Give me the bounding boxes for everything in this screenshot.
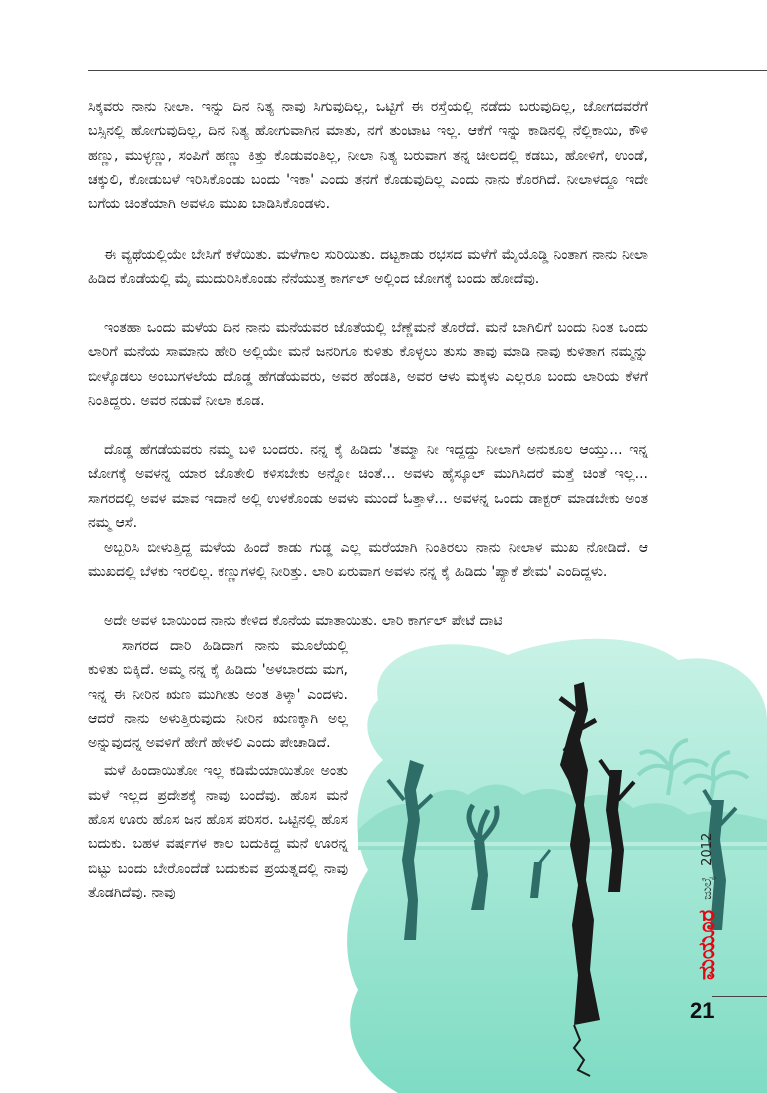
- magazine-footer: [692, 810, 722, 980]
- issue-year: 2012: [699, 832, 715, 866]
- page-number: 21: [690, 998, 715, 1023]
- paragraph-5: ಅಬ್ಬರಿಸಿ ಬೀಳುತ್ತಿದ್ದ ಮಳೆಯ ಹಿಂದೆ ಕಾಡು ಗುಡ್ಡ ಎಲ್ಲ ಮರೆಯಾಗಿ ನಿಂತಿರಲು ನಾನು ನೀಲಾಳ ಮುಖ ನೋಡಿದೆ. ಆ ಮುಖದಲ್ಲಿ ಬೆಳಕು ಇರಲಿಲ್ಲ. ಕಣ್ಣುಗಳಲ್ಲಿ ನೀರಿತ್ತು. ಲಾರಿ ಏರುವಾಗ ಅವಳು ನನ್ನ ಕೈ ಹಿಡಿದು 'ಪ್ಯಾಕೆ ಶೇಮ' ಎಂದಿದ್ದಳು.: [88, 540, 648, 581]
- paragraph-2: ಈ ವ್ಯಥೆಯಲ್ಲಿಯೇ ಬೇಸಿಗೆ ಕಳೆಯಿತು. ಮಳೆಗಾಲ ಸುರಿಯಿತು. ದಟ್ಟಕಾಡು ರಭಸದ ಮಳೆಗೆ ಮೈಯೊಡ್ಡಿ ನಿಂತಾಗ ನಾನು ನೀಲಾ ಹಿಡಿದ ಕೊಡೆಯಲ್ಲಿ ಮೈ ಮುದುರಿಸಿಕೊಂಡು ನೆನೆಯುತ್ತ ಕಾರ್ಗಲ್ ಅಲ್ಲಿಂದ ಜೋಗಕ್ಕೆ ಬಂದು ಹೋದೆವು.: [88, 247, 648, 288]
- side-column: [88, 634, 348, 905]
- top-rule: [88, 70, 767, 71]
- side-paragraph-2: ಮಳೆ ಹಿಂದಾಯಿತೋ ಇಲ್ಲ ಕಡಿಮೆಯಾಯಿತೋ ಅಂತು ಮಳೆ ಇಲ್ಲದ ಪ್ರದೇಶಕ್ಕೆ ನಾವು ಬಂದೆವು. ಹೊಸ ಮನೆ ಹೊಸ ಊರು ಹೊಸ ಜನ ಹೊಸ ಪರಿಸರ. ಒಟ್ಟಿನಲ್ಲಿ ಹೊಸ ಬದುಕು. ಬಹಳ ವರ್ಷಗಳ ಕಾಲ ಬದುಕಿದ್ದ ಮನೆ ಊರನ್ನ ಬಿಟ್ಟು ಬಂದು ಬೇರೊಂದೆಡೆ ಬದುಕುವ ಪ್ರಯತ್ನದಲ್ಲಿ ನಾವು ತೊಡಗಿದೆವು. ನಾವು: [88, 763, 348, 901]
- page-number-rule: [712, 996, 767, 997]
- magazine-label: [692, 810, 722, 980]
- side-paragraph-1: ಸಾಗರದ ದಾರಿ ಹಿಡಿದಾಗ ನಾನು ಮೂಲೆಯಲ್ಲಿ ಕುಳಿತು ಬಿಕ್ಕಿದೆ. ಅಮ್ಮ ನನ್ನ ಕೈ ಹಿಡಿದು 'ಅಳಬಾರದು ಮಗ, ಇನ್ನ ಈ ನೀರಿನ ಋಣ ಮುಗೀತು ಅಂತ ತಿಳ್ಕಾ' ಎಂದಳು. ಆದರೆ ನಾನು ಅಳುತ್ತಿರುವುದು ನೀರಿನ ಋಣಕ್ಕಾಗಿ ಅಲ್ಲ ಅನ್ನುವುದನ್ನ ಅವಳಿಗೆ ಹೇಗೆ ಹೇಳಲಿ ಎಂದು ಪೇಚಾಡಿದೆ.: [88, 638, 348, 752]
- issue-month: ಜುಲೈ: [699, 875, 715, 900]
- paragraph-6: ಅದೇ ಅವಳ ಬಾಯಿಂದ ನಾನು ಕೇಳಿದ ಕೊನೆಯ ಮಾತಾಯಿತು. ಲಾರಿ ಕಾರ್ಗಲ್ ಪೇಟೆ ದಾಟಿ: [104, 613, 503, 629]
- magazine-name: ಮಯೂರ: [694, 909, 720, 980]
- paragraph-3: ಇಂತಹಾ ಒಂದು ಮಳೆಯ ದಿನ ನಾನು ಮನೆಯವರ ಜೊತೆಯಲ್ಲಿ ಬೆಣ್ಣೆಮನೆ ತೊರೆದೆ. ಮನೆ ಬಾಗಿಲಿಗೆ ಬಂದು ನಿಂತ ಒಂದು ಲಾರಿಗೆ ಮನೆಯ ಸಾಮಾನು ಹೇರಿ ಅಲ್ಲಿಯೇ ಮನೆ ಜನರಿಗೂ ಕುಳಿತು ಕೊಳ್ಳಲು ತುಸು ತಾವು ಮಾಡಿ ನಾವು ಕುಳಿತಾಗ ನಮ್ಮನ್ನು ಬೀಳ್ಕೊಡಲು ಅಂಬುಗಳಲೆಯ ದೊಡ್ಡ ಹೆಗಡೆಯವರು, ಅವರ ಹೆಂಡತಿ, ಅವರ ಆಳು ಮಕ್ಕಳು ಎಲ್ಲರೂ ಬಂದು ಲಾರಿಯ ಕೆಳಗೆ ನಿಂತಿದ್ದರು. ಅವರ ನಡುವೆ ನೀಲಾ ಕೂಡ.: [88, 320, 648, 409]
- paragraph-1: ಸಿಕ್ಕವರು ನಾನು ನೀಲಾ. ಇನ್ನು ದಿನ ನಿತ್ಯ ನಾವು ಸಿಗುವುದಿಲ್ಲ, ಒಟ್ಟಿಗೆ ಈ ರಸ್ತೆಯಲ್ಲಿ ನಡೆದು ಬರುವುದಿಲ್ಲ, ಜೋಗದವರೆಗೆ ಬಸ್ಸಿನಲ್ಲಿ ಹೋಗುವುದಿಲ್ಲ, ದಿನ ನಿತ್ಯ ಹೋಗುವಾಗಿನ ಮಾತು, ನಗೆ ತುಂಟಾಟ ಇಲ್ಲ. ಆಕೆಗೆ ಇನ್ನು ಕಾಡಿನಲ್ಲಿ ನೆಲ್ಲಿಕಾಯಿ, ಕೌಳಿ ಹಣ್ಣು, ಮುಳ್ಳಣ್ಣು, ಸಂಪಿಗೆ ಹಣ್ಣು ಕಿತ್ತು ಕೊಡುವಂತಿಲ್ಲ, ನೀಲಾ ನಿತ್ಯ ಬರುವಾಗ ತನ್ನ ಚೀಲದಲ್ಲಿ ಕಡಬು, ಹೋಳಿಗೆ, ಉಂಡೆ, ಚಕ್ಕುಲಿ, ಕೋಡುಬಳೆ ಇರಿಸಿಕೊಂಡು ಬಂದು 'ಇಕಾ' ಎಂದು ತನಗೆ ಕೊಡುವುದಿಲ್ಲ ಎಂದು ನಾನು ಕೊರಗಿದೆ. ನೀಲಾಳದ್ದೂ ಇದೇ ಬಗೆಯ ಚಿಂತೆಯಾಗಿ ಅವಳೂ ಮುಖ ಬಾಡಿಸಿಕೊಂಡಳು.: [88, 99, 648, 213]
- paragraph-4: ದೊಡ್ಡ ಹೆಗಡೆಯವರು ನಮ್ಮ ಬಳಿ ಬಂದರು. ನನ್ನ ಕೈ ಹಿಡಿದು 'ತಮ್ಮಾ ನೀ ಇದ್ದದ್ದು ನೀಲಾಗೆ ಅನುಕೂಲ ಆಯ್ತು... ಇನ್ನ ಜೋಗಕ್ಕೆ ಅವಳನ್ನ ಯಾರ ಜೊತೇಲಿ ಕಳಿಸಬೇಕು ಅನ್ನೋ ಚಿಂತೆ... ಅವಳು ಹೈಸ್ಕೂಲ್ ಮುಗಿಸಿದರೆ ಮತ್ತೆ ಚಿಂತೆ ಇಲ್ಲ... ಸಾಗರದಲ್ಲಿ ಅವಳ ಮಾವ ಇದಾನೆ ಅಲ್ಲಿ ಉಳಕೊಂಡು ಅವಳು ಮುಂದೆ ಓತ್ತಾಳೆ... ಅವಳನ್ನ ಒಂದು ಡಾಕ್ಟರ್ ಮಾಡಬೇಕು ಅಂತ ನಮ್ಮ ಆಸೆ.: [88, 442, 648, 531]
